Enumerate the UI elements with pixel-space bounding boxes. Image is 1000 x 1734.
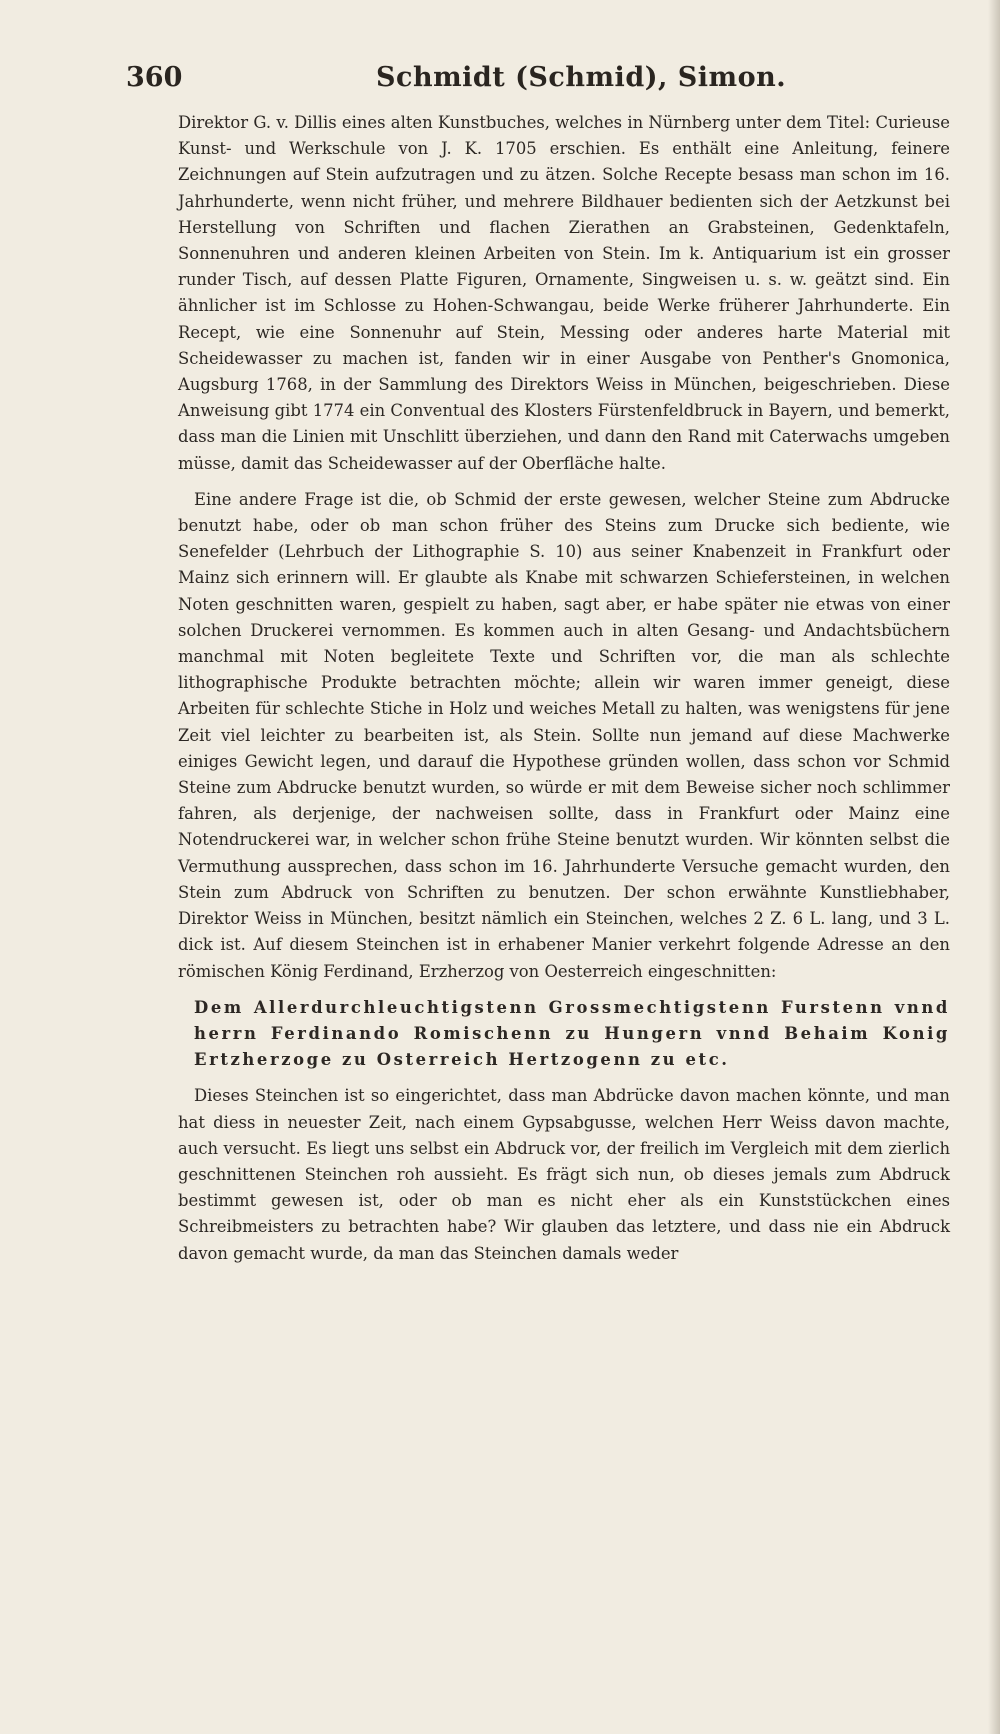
page-body — [178, 110, 950, 1277]
inscription-quote: Dem Allerdurchleuchtigstenn Grossmechtigstenn Furstenn vnnd herrn Ferdinando Romischenn zu Hungern vnnd Behaim Konig Ertzherzoge zu Osterreich Hertzogenn zu etc. — [194, 997, 950, 1070]
page-header — [126, 62, 956, 102]
running-title: Schmidt (Schmid), Simon. — [376, 62, 787, 93]
paragraph-2: Eine andere Frage ist die, ob Schmid der erste gewesen, welcher Steine zum Abdrucke benutzt habe, oder ob man schon früher des Steins zum Drucke sich bediente, wie Senefelder (Lehrbuch der Lithographie S. 10) aus seiner Knabenzeit in Frankfurt oder Mainz sich erinnern will. Er glaubte als Knabe mit schwarzen Schiefersteinen, in welchen Noten geschnitten waren, gespielt zu haben, sagt aber, er habe später nie etwas von einer solchen Druckerei vernommen. Es kommen auch in alten Gesang- und Andachtsbüchern manchmal mit Noten begleitete Texte und Schriften vor, die man als schlechte lithographische Produkte betrachten möchte; allein wir waren immer geneigt, diese Arbeiten für schlechte Stiche in Holz und weiches Metall zu halten, was wenigstens für jene Zeit viel leichter zu bearbeiten ist, als Stein. Sollte nun jemand auf diese Machwerke einiges Gewicht legen, und darauf die Hypothese gründen wollen, dass schon vor Schmid Steine zum Abdrucke benutzt wurden, so würde er mit dem Beweise sicher noch schlimmer fahren, als derjenige, der nachweisen sollte, dass in Frankfurt oder Mainz eine Notendruckerei war, in welcher schon frühe Steine benutzt wurden. Wir könnten selbst die Vermuthung aussprechen, dass schon im 16. Jahrhunderte Versuche gemacht wurden, den Stein zum Abdruck von Schriften zu benutzen. Der schon erwähnte Kunstliebhaber, Direktor Weiss in München, besitzt nämlich ein Steinchen, welches 2 Z. 6 L. lang, und 3 L. dick ist. Auf diesem Steinchen ist in erhabener Manier verkehrt folgende Adresse an den römischen König Ferdinand, Erzherzog von Oesterreich eingeschnitten: — [178, 489, 950, 981]
page-edge-shadow — [988, 0, 1000, 1734]
paragraph-3: Dieses Steinchen ist so eingerichtet, dass man Abdrücke davon machen könnte, und man hat diess in neuester Zeit, nach einem Gypsabgusse, welchen Herr Weiss davon machte, auch versucht. Es liegt uns selbst ein Abdruck vor, der freilich im Vergleich mit dem zierlich geschnittenen Steinchen roh aussieht. Es frägt sich nun, ob dieses jemals zum Abdruck bestimmt gewesen ist, oder ob man es nicht eher als ein Kunststückchen eines Schreibmeisters zu betrachten habe? Wir glauben das letztere, und dass nie ein Abdruck davon gemacht wurde, da man das Steinchen damals weder — [178, 1086, 950, 1263]
page-number: 360 — [126, 62, 183, 93]
paragraph-1: Direktor G. v. Dillis eines alten Kunstbuches, welches in Nürnberg unter dem Titel: Curieuse Kunst- und Werkschule von J. K. 1705 erschien. Es enthält eine Anleitung, feinere Zeichnungen auf Stein aufzutragen und zu ätzen. Solche Recepte besass man schon im 16. Jahrhunderte, wenn nicht früher, und mehrere Bildhauer bedienten sich der Aetzkunst bei Herstellung von Schriften und flachen Zierathen an Grabsteinen, Gedenktafeln, Sonnenuhren und anderen kleinen Arbeiten von Stein. Im k. Antiquarium ist ein grosser runder Tisch, auf dessen Platte Figuren, Ornamente, Singweisen u. s. w. geätzt sind. Ein ähnlicher ist im Schlosse zu Hohen-Schwangau, beide Werke früherer Jahrhunderte. Ein Recept, wie eine Sonnenuhr auf Stein, Messing oder anderes harte Material mit Scheidewasser zu machen ist, fanden wir in einer Ausgabe von Penther's Gnomonica, Augsburg 1768, in der Sammlung des Direktors Weiss in München, beigeschrieben. Diese Anweisung gibt 1774 ein Conventual des Klosters Fürstenfeldbruck in Bayern, und bemerkt, dass man die Linien mit Unschlitt überziehen, und dann den Rand mit Caterwachs umgeben müsse, damit das Scheidewasser auf der Oberfläche halte. — [178, 113, 950, 473]
